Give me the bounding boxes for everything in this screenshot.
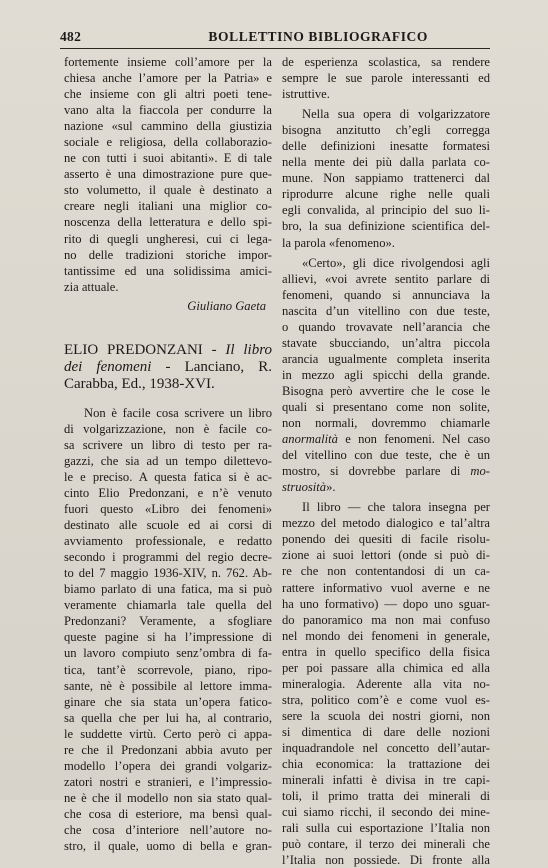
italic-mostruosita-start: mo- bbox=[460, 464, 490, 479]
italic-anormalita: anormalità bbox=[282, 432, 338, 447]
text-line: destinato alle scuole ed ai corsi di bbox=[64, 518, 272, 533]
text-line: bro, la sua definizione scientifica del- bbox=[282, 219, 490, 234]
quote-close: ». bbox=[326, 480, 336, 495]
text-line: ha uno formativo) — dopo uno sguar- bbox=[282, 596, 490, 611]
left-column bbox=[64, 54, 272, 854]
text-line: biamo parlato di una fatica, ma si può bbox=[64, 582, 272, 597]
text-line: creare negli italiani una miglior co- bbox=[64, 199, 272, 214]
text-line: Il libro — che talora insegna per bbox=[302, 500, 490, 515]
paragraph-1 bbox=[282, 54, 490, 102]
text-line: do panoramico ma non mai confuso bbox=[282, 612, 490, 627]
text-line: asserto è una dimostrazione pure que- bbox=[64, 167, 272, 182]
review-publisher-1: - Lanciano, R. bbox=[165, 358, 272, 375]
text-line: inquadrandole nel concetto dell’autar- bbox=[282, 740, 490, 755]
text-line: che insieme con gli altri poeti tene- bbox=[64, 87, 272, 102]
text-line: un lavoro compiuto senz’ombra di fa- bbox=[64, 646, 272, 661]
text-line: che cosa di esteriore, ma bensì qual- bbox=[64, 806, 272, 821]
text-line: de esperienza scolastica, sa rendere bbox=[282, 55, 490, 69]
header-rule bbox=[60, 48, 490, 49]
text-line: fortemente insieme coll’amore per la bbox=[64, 55, 272, 69]
italic-mostruosita: struosità bbox=[282, 480, 327, 495]
text-line: sto volumetto, il quale è destinato a bbox=[64, 183, 272, 198]
text-line: sa quella che per lui ha, al contrario, bbox=[64, 710, 272, 725]
text-line: arancia ugualmente completa inserita bbox=[282, 351, 490, 366]
text-line: mineralogia. Aderente alla vita no- bbox=[282, 676, 490, 691]
text-line: modello l’opera dei grandi volgariz- bbox=[64, 758, 272, 773]
text-line: istruttive. bbox=[282, 87, 330, 102]
text-line: secondo i programmi del regio decre- bbox=[64, 550, 272, 565]
text-line: le suddette virtù. Certo però ci appa- bbox=[64, 726, 272, 741]
text-line: re che il Predonzani abbia avuto per bbox=[64, 742, 272, 757]
text-line: mostro, si dovrebbe parlare di mo- bbox=[282, 464, 490, 479]
text-line: avviamento professionale, e redatto bbox=[64, 534, 272, 549]
page-header bbox=[60, 26, 490, 48]
paragraph-3-italic-line bbox=[282, 431, 490, 447]
text-line: zia attuale. bbox=[64, 279, 119, 294]
text-line: cinto Elio Predonzani, e n’è venuto bbox=[64, 485, 272, 500]
text-line: minerali infatti è divisa in tre capi- bbox=[282, 773, 490, 788]
text-line: o quando trovavate nell’arancia che bbox=[282, 319, 490, 334]
review-book-title-1: Il libro bbox=[225, 341, 273, 358]
text-line: sante, nè è possibile al lettore imma- bbox=[64, 678, 272, 693]
text-line: Non è facile cosa scrivere un libro bbox=[84, 405, 272, 420]
text-line: sere la scuola dei nostri giorni, non bbox=[282, 708, 490, 723]
paragraph-3-end-line bbox=[282, 479, 490, 495]
text-line: tantissime ed una solidissima amici- bbox=[64, 263, 272, 278]
text-line: ne è che il modello non sia stato qual- bbox=[64, 790, 272, 805]
text-line: che cosa d’interiore nell’autore no- bbox=[64, 822, 272, 837]
text-line: mezzo del metodo dialogico e tal’altra bbox=[282, 516, 490, 531]
paragraph-3 bbox=[282, 255, 490, 432]
running-title: BOLLETTINO BIBLIOGRAFICO bbox=[208, 29, 428, 44]
text-line: mune. Non sappiamo trattenerci dal bbox=[282, 171, 490, 186]
text-line: Nella sua opera di volgarizzatore bbox=[302, 107, 490, 122]
text-line: queste pagine si ha l’impressione di bbox=[64, 630, 272, 645]
text-line: re che non contentandosi di un ca- bbox=[282, 564, 490, 579]
text-line: sa scrivere un libro di testo per ra- bbox=[64, 437, 272, 452]
review-heading bbox=[64, 342, 272, 393]
text-line: non normali, dovremmo chiamarle bbox=[282, 416, 490, 431]
text-line: sempre le sue parole interessanti ed bbox=[282, 71, 490, 86]
text-line: delle definizioni inesatte formatesi bbox=[282, 139, 490, 154]
text-line: di volgarizzazione, non è facile co- bbox=[64, 421, 272, 436]
text-line: può contare, il terzo dei minerali che bbox=[282, 837, 490, 852]
text-line: «Certo», gli dice rivolgendosi agli bbox=[302, 255, 490, 270]
text-line: Predonzani? Veramente, a sfogliare bbox=[64, 614, 272, 629]
intro-paragraph bbox=[64, 54, 272, 295]
review-heading-line-3: Carabba, Ed., 1938-XVI. bbox=[64, 375, 215, 392]
text-line: l’Italia non possiede. Di fronte alla bbox=[282, 853, 490, 868]
text-line: del vitellino con due teste, che è un bbox=[282, 448, 490, 463]
text-line: le e preciso. A questa fatica si è ac- bbox=[64, 469, 272, 484]
text-line: sociale e religiosa, della collaborazio- bbox=[64, 135, 272, 150]
text-line: per poi passare alla chimica ed alla bbox=[282, 660, 490, 675]
text-line: nascita d’un vitellino con due teste, bbox=[282, 303, 490, 318]
paragraph-3b bbox=[282, 447, 490, 479]
review-heading-line-1: ELIO PREDONZANI - Il libro bbox=[64, 341, 273, 358]
page-number: 482 bbox=[60, 29, 82, 44]
text-line: quali si presentano come non solite, bbox=[282, 399, 490, 414]
text-line: gazzi, che sia ad un tempo dilettevo- bbox=[64, 453, 272, 468]
text-line: nazione «sul cammino della giustizia bbox=[64, 119, 272, 134]
text-line: rali sulla cui esportazione l’Italia non bbox=[282, 821, 490, 836]
text-line: no delle tradizioni storiche impor- bbox=[64, 247, 272, 262]
review-book-title-2: dei fenomeni bbox=[64, 358, 152, 375]
text-line: nel mondo dei fenomeni in generale, bbox=[282, 628, 490, 643]
review-paragraph bbox=[64, 405, 272, 854]
text-line: cui siamo ricchi, il secondo dei mine- bbox=[282, 805, 490, 820]
text-line: stra, politico com’è e come vuol es- bbox=[282, 692, 490, 707]
text-line: ne con tutti i suoi abitanti». E di tale bbox=[64, 151, 272, 166]
text-line: noscenza della letteratura e dello spi- bbox=[64, 215, 272, 230]
text-line: stro, il quale, uomo di bella e gran- bbox=[64, 839, 272, 854]
text-line: rattere informativo vuol averne e ne bbox=[282, 580, 490, 595]
review-heading-line-2 bbox=[64, 359, 272, 376]
text-line: bisogna anzitutto ch’egli corregga bbox=[282, 123, 490, 138]
text-line: rito di quegli ungheresi, cui ci lega- bbox=[64, 231, 272, 246]
text-line: veramente chiamarla tale quella del bbox=[64, 598, 272, 613]
text-line: si dimentica di dare delle nozioni bbox=[282, 724, 490, 739]
text-line: fenomeni, quando si annunciava la bbox=[282, 287, 490, 302]
text-line: stavate sbucciando, un’altra piccola bbox=[282, 335, 490, 350]
text-line: egli convalida, al principio del suo li- bbox=[282, 203, 490, 218]
italic-line-rest: e non fenomeni. Nel caso bbox=[337, 432, 490, 447]
text-line: in mezzo agli spicchi della grande. bbox=[282, 367, 490, 382]
text-line: tica, tant’è scorrevole, piano, ripo- bbox=[64, 662, 272, 677]
right-column bbox=[282, 54, 490, 868]
text-line: ponendo dei quesiti di facile risolu- bbox=[282, 532, 490, 547]
text-line: nella mente dei più dalla parlata co- bbox=[282, 155, 490, 170]
text-line: fuori questo «Libro dei fenomeni» bbox=[64, 502, 272, 517]
text-line: Bisogna però avvertire che le cose le bbox=[282, 383, 490, 398]
text-line: zatori nostri e stranieri, e l’impressio- bbox=[64, 774, 272, 789]
text-line: chia economica: la trattazione dei bbox=[282, 757, 490, 772]
text-line: chiesa anche l’amore per la Patria» e bbox=[64, 71, 272, 86]
text-line: to del 7 maggio 1936-XIV, n. 762. Ab- bbox=[64, 566, 272, 581]
text-line: allievi, «voi avrete sentito parlare di bbox=[282, 271, 490, 286]
text-line: la parola «fenomeno». bbox=[282, 235, 395, 250]
paragraph-4 bbox=[282, 499, 490, 868]
text-line: entra in quello specifico della fisica bbox=[282, 644, 490, 659]
text-line: vano alta la fiaccola per condurre la bbox=[64, 103, 272, 118]
text-line: riprodurre alcune righe nelle quali bbox=[282, 187, 490, 202]
review-author: ELIO PREDONZANI bbox=[64, 341, 203, 358]
text-line: toli, il primo tratta dei minerali di bbox=[282, 789, 490, 804]
review-signature: Giuliano Gaeta bbox=[187, 298, 266, 313]
text-line: zione ai suoi lettori (onde si può di- bbox=[282, 548, 490, 563]
text-line: ginare che sia stata un’opera fatico- bbox=[64, 694, 272, 709]
paragraph-2 bbox=[282, 106, 490, 250]
